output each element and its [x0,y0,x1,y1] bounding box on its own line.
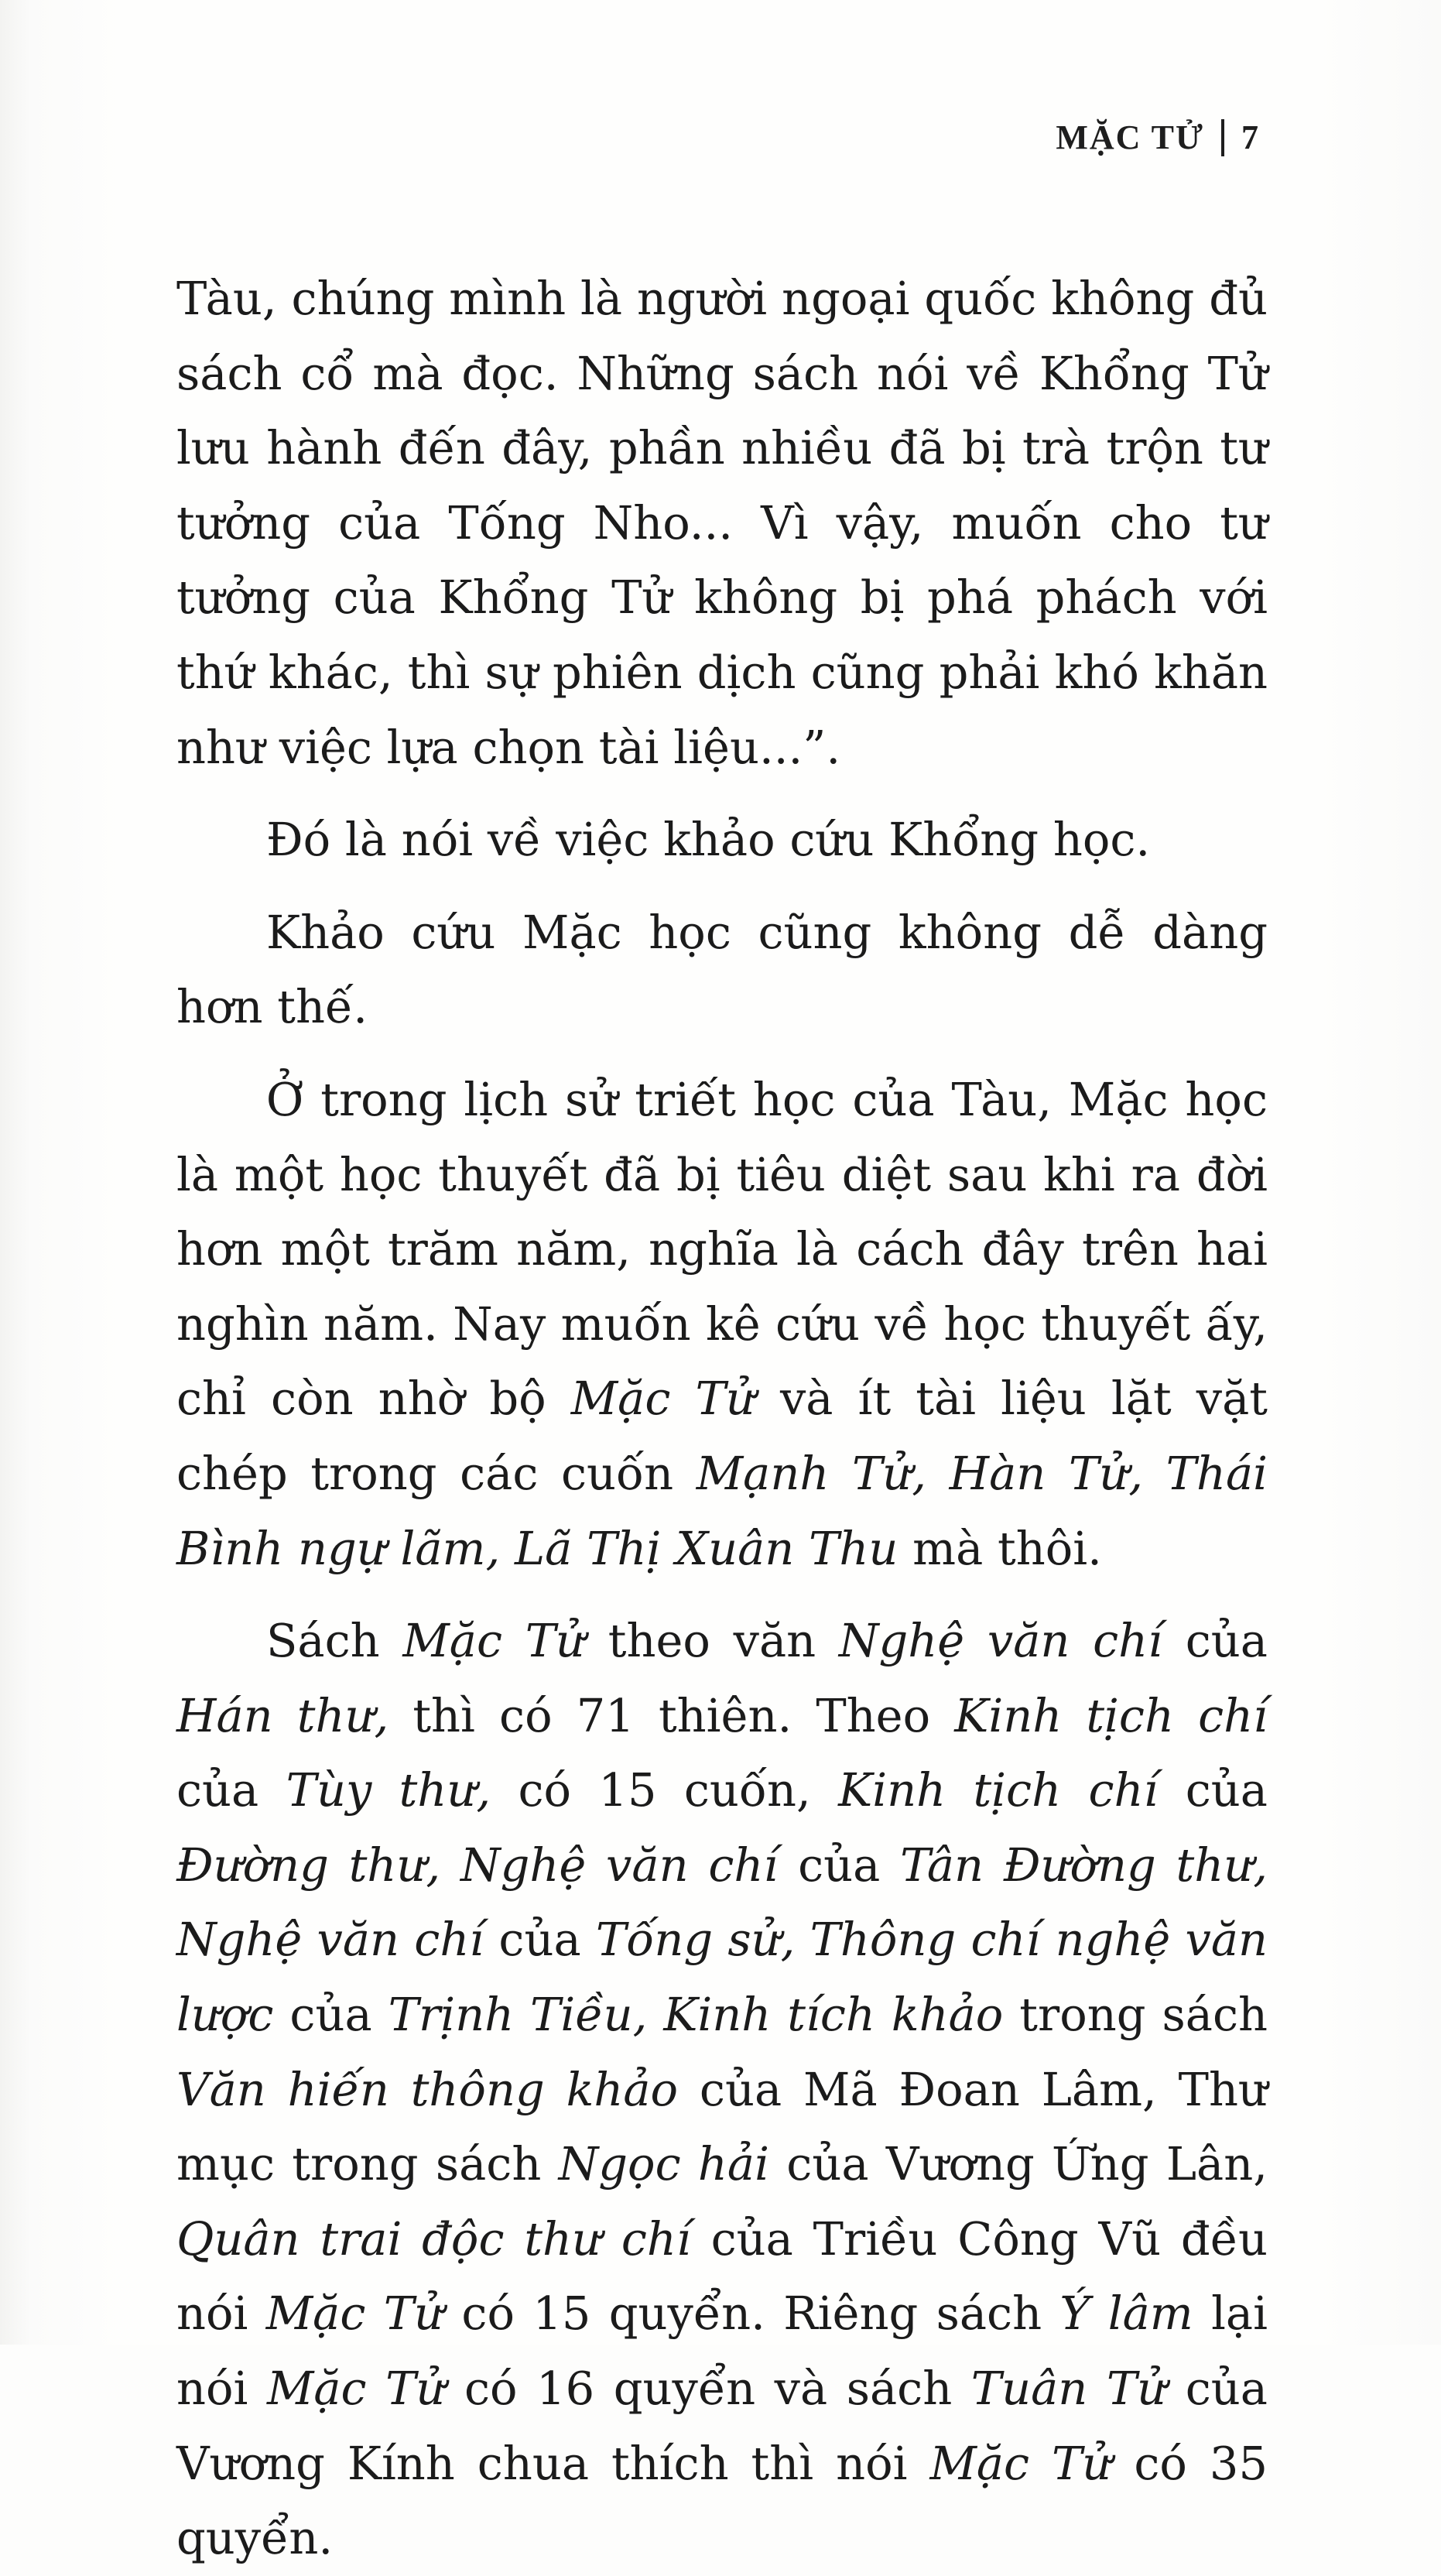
italic-title: Quân trai độc thư chí [176,2211,691,2266]
paragraph [176,896,1268,1045]
text-run: của [1158,1763,1268,1817]
text-run: của Vương Kính chua thích thì nói [176,2362,1268,2490]
text-run: Sách [266,1614,403,1668]
italic-title: Nghệ văn chí [838,1614,1163,1668]
paragraph [176,262,1268,785]
text-run: trong sách [1003,1988,1268,2042]
text-run: có 35 quyển. [176,2436,1268,2565]
paragraph [176,803,1268,878]
running-head-title: MẶC TỬ [1056,118,1204,156]
page-number: 7 [1241,118,1260,156]
italic-title: Tùy thư, [286,1763,491,1817]
italic-title: Ý lâm [1059,2287,1193,2341]
italic-title: Ngọc hải [558,2137,769,2191]
paragraph [176,1063,1268,1586]
text-run: và ít tài liệu lặt vặt chép trong các cuốn [176,1372,1268,1500]
text-run: có 15 cuốn, [491,1763,839,1817]
paragraph [176,1604,1268,2576]
italic-title: Văn hiến thông khảo [176,2062,679,2116]
italic-title: Mặc Tử [929,2436,1112,2490]
italic-title: Kinh tịch chí [954,1688,1268,1742]
text-run: có 16 quyển và sách [445,2362,971,2416]
italic-title: Mặc Tử [265,2287,444,2341]
text-run: của [778,1838,901,1892]
italic-title: Trịnh Tiều, Kinh tích khảo [388,1988,1004,2042]
italic-title: Mặc Tử [570,1372,755,1426]
text-run: Đó là nói về việc khảo cứu Khổng học. [266,813,1151,867]
italic-title: Mặc Tử [402,1614,586,1668]
italic-title: Mặc Tử [266,2362,446,2416]
text-run: lại nói [176,2287,1268,2416]
italic-title: Đường thư, Nghệ văn chí [176,1838,779,1892]
italic-title: Kinh tịch chí [838,1763,1159,1817]
body-text [176,262,1268,2576]
text-run: của Triều Công Vũ đều nói [176,2211,1268,2341]
text-run: của [1162,1614,1268,1668]
text-run: theo văn [585,1614,839,1668]
italic-title: Tống sử, Thông chí nghệ văn lược [176,1913,1268,2042]
text-run: thì có 71 thiên. Theo [388,1688,955,1742]
running-head-divider [1221,119,1224,156]
italic-title: Mạnh Tử, Hàn Tử, Thái Bình ngự lãm, Lã Thị Xuân Thu [176,1446,1268,1575]
italic-title: Tân Đường thư, Nghệ văn chí [176,1838,1268,1967]
running-head [1056,118,1260,157]
text-run: Khảo cứu Mặc học cũng không dễ dàng hơn thế. [176,905,1268,1034]
text-run: mà thôi. [898,1521,1102,1575]
text-run: có 15 quyển. Riêng sách [443,2287,1060,2341]
text-run: Tàu, chúng mình là người ngoại quốc không đủ sách cổ mà đọc. Những sách nói về Khổng Tử lưu hành đến đây, phần nhiều đã bị trà trộn tư tưởng của Tống Nho... Vì vậy, muốn cho tư tưởng của Khổng Tử không bị phá phách với thứ khác, thì sự phiên dịch cũng phải khó khăn như việc lựa chọn tài liệu...”. [176,272,1268,774]
italic-title: Hán thư, [176,1688,389,1742]
text-run: của [176,1763,286,1817]
text-run: của Vương Ứng Lân, [768,2137,1268,2191]
text-run: Ở trong lịch sử triết học của Tàu, Mặc học là một học thuyết đã bị tiêu diệt sau khi ra đời hơn một trăm năm, nghĩa là cách đây trên hai nghìn năm. Nay muốn kê cứu về học thuyết ấy, chỉ còn nhờ bộ [176,1072,1268,1426]
text-run: của Mã Đoan Lâm, Thư mục trong sách [176,2062,1268,2191]
italic-title: Tuân Tử [970,2362,1167,2416]
text-run: của [273,1988,388,2042]
text-run: của [484,1913,596,1967]
